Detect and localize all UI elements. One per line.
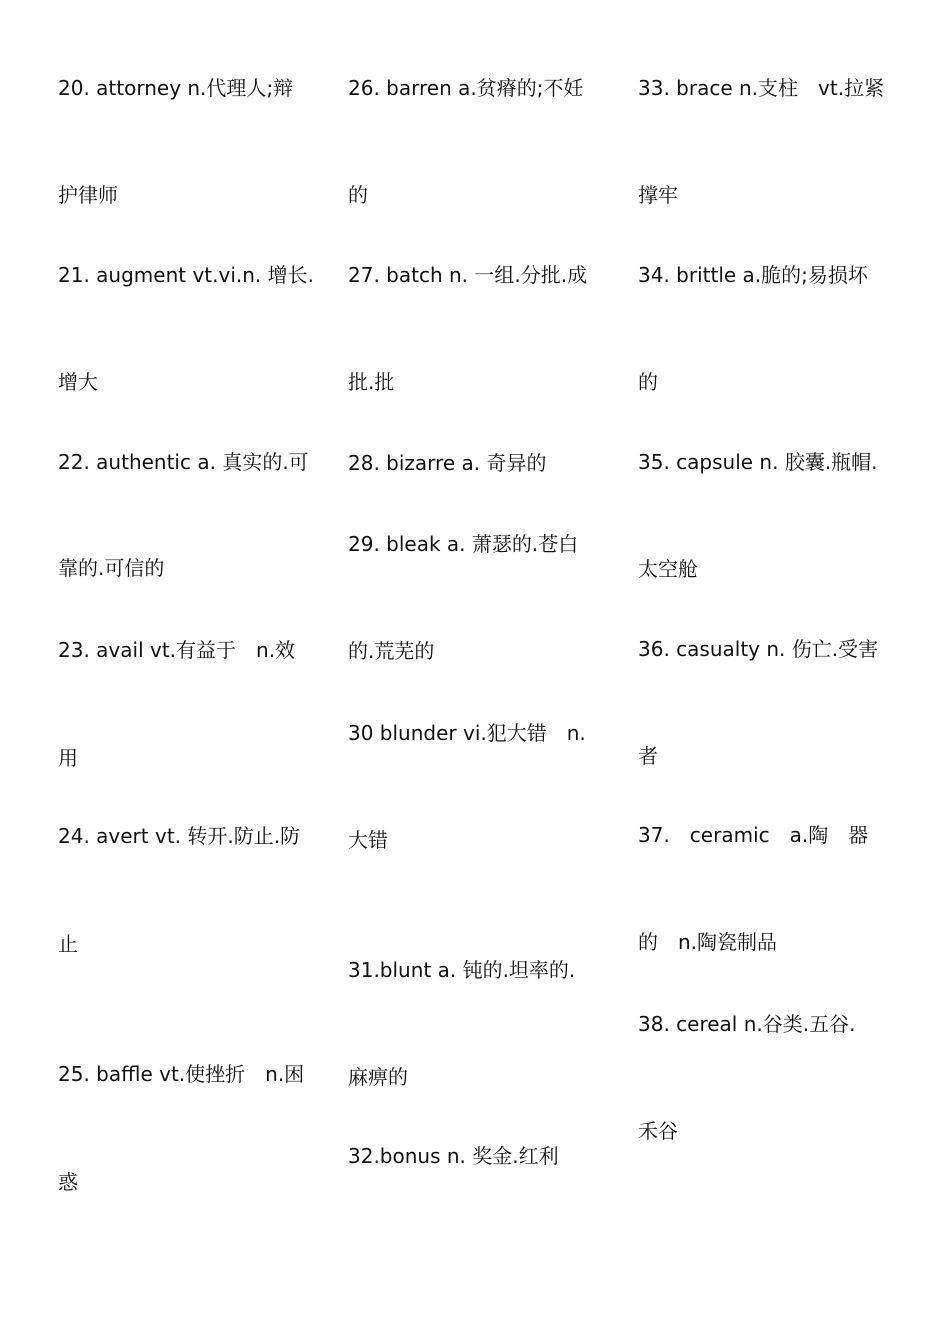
vocab-line: 者 (638, 744, 658, 768)
vocab-line: 禾谷 (638, 1119, 678, 1143)
vocab-line: 止 (58, 932, 78, 956)
vocab-line: 35. capsule n. 胶囊.瓶帽. (638, 450, 878, 474)
vocab-line: 惑 (58, 1170, 78, 1194)
vocab-line: 22. authentic a. 真实的.可 (58, 450, 309, 474)
vocab-column-3 (638, 0, 908, 1344)
vocab-line: 38. cereal n.谷类.五谷. (638, 1012, 856, 1036)
vocab-line: 增大 (58, 370, 98, 394)
vocab-line: 27. batch n. 一组.分批.成 (348, 263, 588, 287)
vocab-line: 30 blunder vi.犯大错 n. (348, 721, 586, 745)
vocab-line: 29. bleak a. 萧瑟的.苍白 (348, 532, 579, 556)
vocab-column-1 (58, 0, 328, 1344)
vocab-line: 用 (58, 746, 78, 770)
vocab-line: 37. ceramic a.陶 器 (638, 823, 869, 847)
vocab-line: 26. barren a.贫瘠的;不妊 (348, 76, 584, 100)
vocab-line: 36. casualty n. 伤亡.受害 (638, 637, 879, 661)
vocab-line: 的 (348, 183, 368, 207)
vocab-line: 的 n.陶瓷制品 (638, 930, 778, 954)
vocab-line: 的.荒芜的 (348, 639, 435, 663)
vocab-line: 31.blunt a. 钝的.坦率的. (348, 958, 576, 982)
vocab-line: 太空舱 (638, 557, 698, 581)
vocab-line: 32.bonus n. 奖金.红利 (348, 1144, 559, 1168)
vocab-line: 的 (638, 370, 658, 394)
vocab-line: 20. attorney n.代理人;辩 (58, 76, 294, 100)
vocab-line: 撑牢 (638, 183, 678, 207)
vocab-line: 护律师 (58, 183, 118, 207)
vocab-line: 28. bizarre a. 奇异的 (348, 451, 547, 475)
vocab-line: 23. avail vt.有益于 n.效 (58, 638, 296, 662)
vocab-line: 麻痹的 (348, 1065, 408, 1089)
vocab-line: 21. augment vt.vi.n. 增长. (58, 263, 314, 287)
vocab-line: 靠的.可信的 (58, 556, 165, 580)
vocab-line: 34. brittle a.脆的;易损坏 (638, 263, 868, 287)
vocab-column-2 (348, 0, 618, 1344)
vocab-line: 33. brace n.支柱 vt.拉紧 (638, 76, 885, 100)
vocab-line: 24. avert vt. 转开.防止.防 (58, 824, 301, 848)
vocab-line: 批.批 (348, 370, 395, 394)
vocab-line: 25. baffle vt.使挫折 n.困 (58, 1062, 305, 1086)
vocab-line: 大错 (348, 828, 388, 852)
